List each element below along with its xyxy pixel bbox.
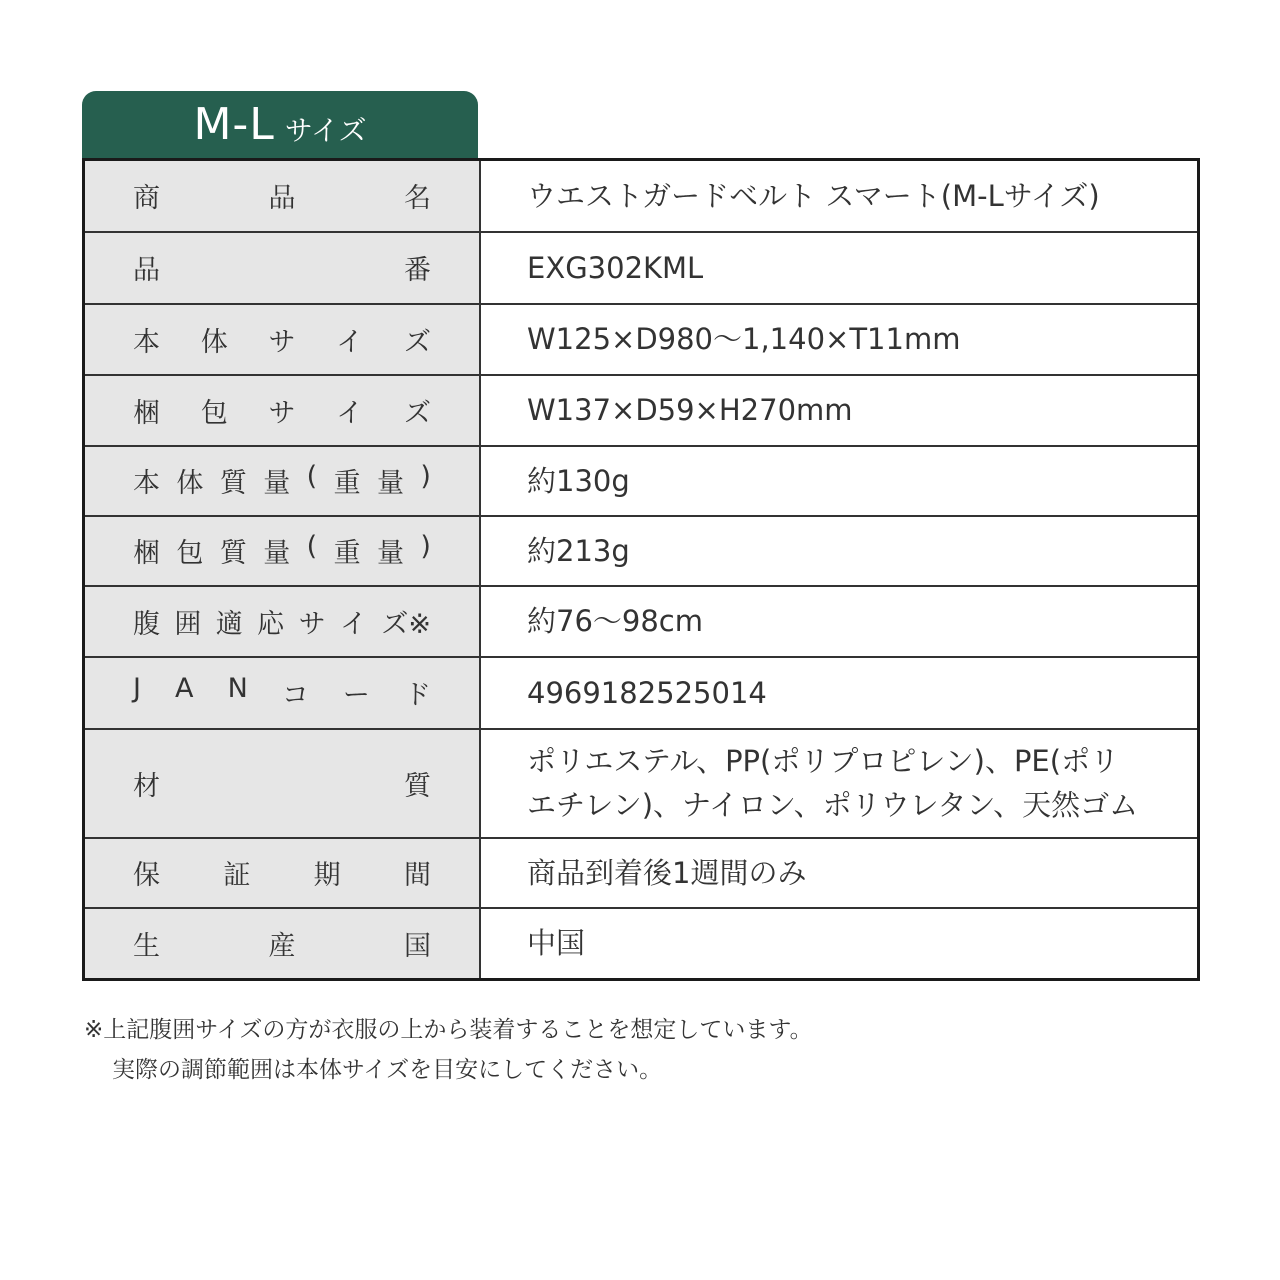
spec-value: 4969182525014 — [480, 657, 1199, 729]
label-char: 本 — [133, 468, 160, 499]
label-char: 品 — [133, 255, 160, 286]
size-header-tab — [82, 91, 478, 158]
spec-value: 約130g — [480, 446, 1199, 516]
label-char: 腹 — [133, 608, 160, 640]
label-char: J — [133, 673, 141, 704]
label-char: ド — [403, 680, 431, 711]
label-char: 番 — [404, 255, 431, 286]
label-char: 産 — [268, 930, 296, 962]
label-char: 証 — [223, 860, 251, 891]
label-char: 質 — [219, 468, 247, 499]
spec-table — [82, 158, 1200, 981]
label-char: N — [227, 673, 248, 704]
spec-value: 約213g — [480, 516, 1199, 586]
label-char: ズ※ — [381, 608, 431, 640]
spec-row — [84, 908, 1199, 980]
spec-label — [84, 657, 481, 729]
spec-value: 約76～98cm — [480, 586, 1199, 657]
label-char: 商 — [133, 183, 160, 215]
spec-label — [84, 729, 481, 838]
label-char: 質 — [404, 770, 431, 802]
spec-row — [84, 446, 1199, 516]
spec-label — [84, 586, 481, 657]
spec-value: EXG302KML — [480, 232, 1199, 304]
spec-label — [84, 304, 481, 375]
label-char: ( — [306, 461, 318, 492]
label-char: 囲 — [174, 608, 202, 640]
label-char: 期 — [313, 860, 341, 891]
label-char: 重 — [333, 468, 361, 499]
spec-row — [84, 729, 1199, 838]
spec-label — [84, 516, 481, 586]
footnote-line-1: ※上記腹囲サイズの方が衣服の上から装着することを想定しています。 — [84, 1017, 813, 1043]
spec-row — [84, 160, 1199, 232]
label-char: 体 — [200, 326, 228, 358]
label-char: ( — [306, 531, 318, 562]
footnote-line-2: 実際の調節範囲は本体サイズを目安にしてください。 — [112, 1057, 663, 1083]
label-char: 保 — [133, 860, 160, 891]
label-char: コ — [281, 680, 309, 711]
spec-label — [84, 160, 481, 232]
label-char: サ — [298, 608, 326, 640]
label-char: 国 — [404, 930, 431, 962]
label-char: 包 — [176, 538, 204, 569]
spec-row — [84, 375, 1199, 446]
label-char: A — [175, 673, 194, 704]
label-char: 応 — [257, 608, 285, 640]
label-char: イ — [336, 326, 364, 358]
label-char: 包 — [200, 397, 228, 429]
size-suffix: サイズ — [284, 113, 367, 147]
label-char: 量 — [263, 538, 291, 569]
label-char: 適 — [215, 608, 243, 640]
label-char: 体 — [176, 468, 204, 499]
label-char: 生 — [133, 930, 160, 962]
label-char: 量 — [263, 468, 291, 499]
size-title: M-L — [193, 99, 275, 150]
spec-label — [84, 908, 481, 980]
spec-row — [84, 516, 1199, 586]
spec-label — [84, 838, 481, 908]
label-char: 梱 — [133, 397, 160, 429]
label-char: 梱 — [133, 538, 160, 569]
spec-label — [84, 232, 481, 304]
label-char: サ — [268, 397, 296, 429]
spec-row — [84, 586, 1199, 657]
label-char: 材 — [133, 770, 160, 802]
spec-value-line: エチレン)、ナイロン、ポリウレタン、天然ゴム — [527, 788, 1139, 822]
footnote — [84, 1010, 813, 1090]
spec-value: ウエストガードベルト スマート(M-Lサイズ) — [480, 160, 1199, 232]
spec-row — [84, 838, 1199, 908]
label-char: 本 — [133, 326, 160, 358]
spec-value: W137×D59×H270mm — [480, 375, 1199, 446]
label-char: 量 — [376, 538, 404, 569]
label-char: イ — [336, 397, 364, 429]
label-char: 重 — [333, 538, 361, 569]
label-char: 質 — [219, 538, 247, 569]
label-char: 量 — [376, 468, 404, 499]
label-char: イ — [339, 608, 367, 640]
label-char: ) — [420, 531, 431, 562]
spec-value-line: ポリエステル、PP(ポリプロピレン)、PE(ポリ — [527, 744, 1120, 778]
label-char: サ — [268, 326, 296, 358]
spec-value: W125×D980～1,140×T11mm — [480, 304, 1199, 375]
label-char: 名 — [404, 183, 431, 215]
label-char: ) — [420, 461, 431, 492]
label-char: ズ — [404, 326, 431, 358]
label-char: 品 — [268, 183, 296, 215]
spec-row — [84, 304, 1199, 375]
label-char: 間 — [403, 860, 431, 891]
spec-label — [84, 375, 481, 446]
spec-row — [84, 657, 1199, 729]
label-char: ズ — [404, 397, 431, 429]
spec-row — [84, 232, 1199, 304]
spec-value: 商品到着後1週間のみ — [480, 838, 1199, 908]
spec-value — [480, 729, 1199, 838]
spec-value: 中国 — [480, 908, 1199, 980]
label-char: ー — [342, 680, 370, 711]
spec-label — [84, 446, 481, 516]
